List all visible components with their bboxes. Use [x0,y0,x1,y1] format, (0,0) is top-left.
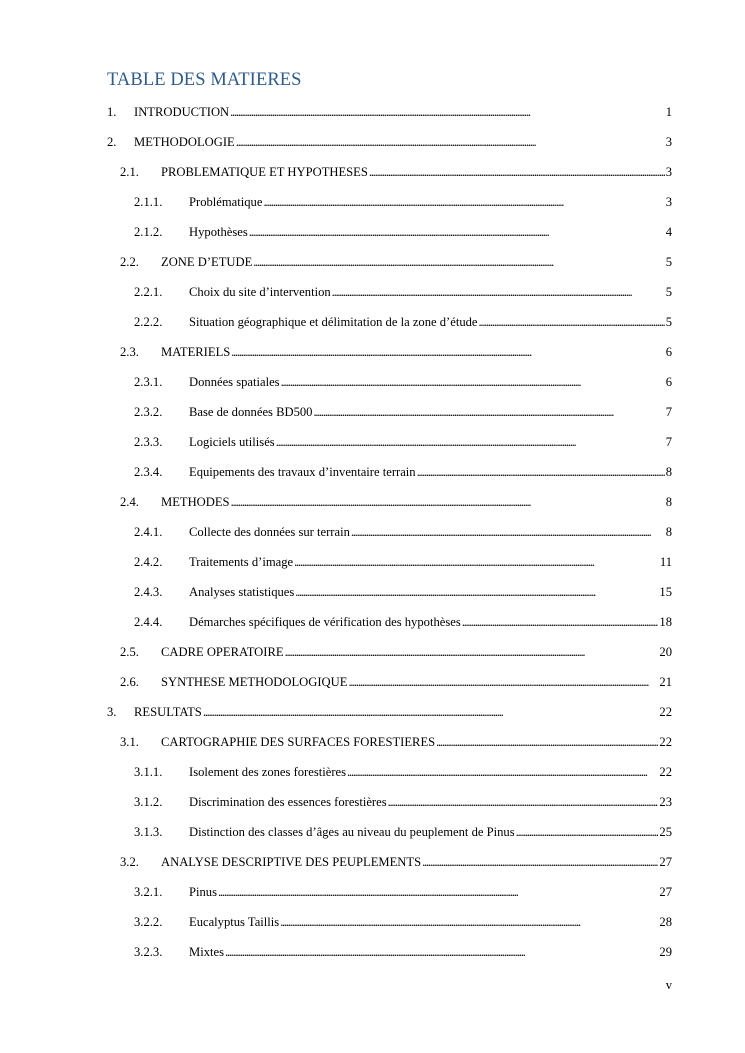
toc-entry[interactable] [0,549,745,579]
toc-entry-row [134,524,672,540]
toc-entry-label: Equipements des travaux d’inventaire terrain [189,465,416,479]
toc-entry-number: 3.1.1. [134,765,163,779]
toc-entry-label: ANALYSE DESCRIPTIVE DES PEUPLEMENTS [161,855,422,869]
toc-entry[interactable] [0,699,745,729]
toc-entry-label: Eucalyptus Taillis [189,915,280,929]
toc-entry-page: 27 [659,885,672,899]
toc-entry-number: 3.2. [120,855,139,869]
toc-entry-label: Traitements d’image [189,555,294,569]
toc-entry[interactable] [0,639,745,669]
toc-dot-leader [249,224,665,240]
toc-entry-label: Distinction des classes d’âges au niveau du peuplement de Pinus [189,825,515,839]
toc-dot-leader [388,794,659,810]
toc-entry-number: 2.4. [120,495,139,509]
toc-entry-page: 23 [659,795,672,809]
toc-entry-label: Problématique [189,195,263,209]
toc-dot-leader [369,164,665,180]
toc-entry-page: 1 [665,105,672,119]
toc-entry-row [134,614,672,630]
toc-entry-number: 2.4.2. [134,555,163,569]
toc-entry[interactable] [0,159,745,189]
toc-entry[interactable] [0,849,745,879]
toc-entry-number: 2.3.3. [134,435,163,449]
toc-dot-leader [348,674,658,690]
toc-entry-page: 27 [659,855,672,869]
toc-entry-page: 20 [659,645,672,659]
toc-entry-label: Données spatiales [189,375,280,389]
toc-entry-row [134,224,672,240]
toc-entry-page: 8 [665,525,672,539]
toc-entry-row [120,674,672,690]
toc-entry-number: 2.1.1. [134,195,163,209]
toc-entry-row [134,194,672,210]
toc-entry[interactable] [0,879,745,909]
toc-entry-row [134,434,672,450]
toc-entry-page: 7 [665,435,672,449]
toc-dot-leader [230,104,665,120]
toc-entry[interactable] [0,309,745,339]
toc-entry-number: 3.2.1. [134,885,163,899]
toc-entry[interactable] [0,489,745,519]
toc-entry-number: 2.1.2. [134,225,163,239]
toc-entry-label: SYNTHESE METHODOLOGIQUE [161,675,348,689]
toc-entry[interactable] [0,579,745,609]
toc-entry[interactable] [0,819,745,849]
toc-entry-number: 3.2.2. [134,915,163,929]
toc-list [0,99,745,969]
toc-entry-row [134,884,672,900]
toc-entry-row [134,794,672,810]
toc-entry-row [120,644,672,660]
toc-dot-leader [422,854,658,870]
toc-dot-leader [225,944,658,960]
toc-entry-row [120,854,672,870]
toc-entry-page: 3 [665,135,672,149]
toc-entry-page: 5 [665,315,672,329]
toc-entry-number: 2.4.3. [134,585,163,599]
toc-dot-leader [295,584,658,600]
toc-dot-leader [218,884,658,900]
toc-dot-leader [263,194,664,210]
toc-entry-row [107,104,672,120]
toc-entry-label: Situation géographique et délimitation de la zone d’étude [189,315,478,329]
toc-entry-label: Analyses statistiques [189,585,295,599]
toc-dot-leader [285,644,659,660]
toc-entry-label: Hypothèses [189,225,248,239]
toc-entry[interactable] [0,189,745,219]
toc-entry-label: ZONE D’ETUDE [161,255,253,269]
toc-dot-leader [332,284,665,300]
toc-entry[interactable] [0,759,745,789]
toc-entry[interactable] [0,519,745,549]
toc-entry-label: Base de données BD500 [189,405,313,419]
toc-entry-row [134,464,672,480]
toc-entry-number: 2.6. [120,675,139,689]
toc-entry-number: 2.4.1. [134,525,163,539]
toc-entry-row [120,254,672,270]
toc-entry[interactable] [0,339,745,369]
toc-entry-page: 5 [665,285,672,299]
toc-entry-row [120,494,672,510]
toc-entry-page: 8 [665,465,672,479]
toc-entry-label: Choix du site d’intervention [189,285,331,299]
toc-entry[interactable] [0,939,745,969]
toc-entry-label: Collecte des données sur terrain [189,525,350,539]
toc-entry-number: 2.4.4. [134,615,163,629]
toc-entry-number: 2.3.4. [134,465,163,479]
toc-entry-label: Démarches spécifiques de vérification des hypothèses [189,615,461,629]
toc-entry-number: 2.3. [120,345,139,359]
toc-entry-label: CADRE OPERATOIRE [161,645,284,659]
toc-title: TABLE DES MATIERES [107,70,302,90]
toc-entry-label: CARTOGRAPHIE DES SURFACES FORESTIERES [161,735,436,749]
toc-entry-page: 21 [659,675,672,689]
toc-entry-number: 3.1. [120,735,139,749]
toc-entry-number: 2.2. [120,255,139,269]
toc-entry-page: 15 [659,585,672,599]
toc-entry-label: METHODOLOGIE [134,135,235,149]
toc-entry-number: 2.2.2. [134,315,163,329]
toc-entry-label: Discrimination des essences forestières [189,795,387,809]
toc-dot-leader [281,374,665,390]
toc-entry[interactable] [0,219,745,249]
toc-entry-page: 18 [659,615,672,629]
toc-entry-row [134,914,672,930]
toc-dot-leader [436,734,658,750]
toc-entry-row [134,404,672,420]
toc-entry[interactable] [0,249,745,279]
toc-dot-leader [417,464,665,480]
toc-entry-label: RESULTATS [134,705,202,719]
toc-entry-label: PROBLEMATIQUE ET HYPOTHESES [161,165,368,179]
toc-entry-number: 2. [107,135,117,149]
toc-entry-row [134,284,672,300]
toc-entry[interactable] [0,99,745,129]
toc-entry-row [120,734,672,750]
toc-entry[interactable] [0,789,745,819]
toc-entry-row [120,344,672,360]
toc-entry-row [134,824,672,840]
toc-entry-number: 3.2.3. [134,945,163,959]
toc-dot-leader [294,554,659,570]
toc-dot-leader [253,254,664,270]
toc-dot-leader [231,494,665,510]
toc-entry-page: 8 [665,495,672,509]
toc-entry-label: MATERIELS [161,345,231,359]
toc-entry[interactable] [0,669,745,699]
toc-entry-page: 22 [659,765,672,779]
toc-entry[interactable] [0,129,745,159]
toc-entry-row [134,944,672,960]
toc-entry-number: 2.3.2. [134,405,163,419]
toc-entry-page: 3 [665,195,672,209]
toc-dot-leader [351,524,665,540]
toc-entry-page: 6 [665,345,672,359]
toc-entry-page: 29 [659,945,672,959]
toc-entry-label: Pinus [189,885,217,899]
toc-entry[interactable] [0,459,745,489]
toc-entry-row [134,554,672,570]
toc-entry-row [120,164,672,180]
toc-entry-number: 3.1.3. [134,825,163,839]
toc-entry[interactable] [0,909,745,939]
toc-entry-number: 2.2.1. [134,285,163,299]
toc-entry-label: Logiciels utilisés [189,435,275,449]
toc-entry-row [107,134,672,150]
toc-entry-number: 2.1. [120,165,139,179]
toc-entry[interactable] [0,429,745,459]
toc-entry[interactable] [0,729,745,759]
toc-entry-label: Isolement des zones forestières [189,765,347,779]
toc-entry-row [134,584,672,600]
toc-entry-number: 1. [107,105,117,119]
toc-entry-page: 11 [659,555,672,569]
toc-dot-leader [203,704,659,720]
toc-dot-leader [313,404,664,420]
toc-entry-label: Mixtes [189,945,224,959]
toc-entry-page: 6 [665,375,672,389]
toc-entry[interactable] [0,369,745,399]
toc-entry-page: 25 [659,825,672,839]
toc-entry-number: 2.3.1. [134,375,163,389]
toc-entry-row [134,314,672,330]
toc-dot-leader [231,344,664,360]
toc-entry-page: 22 [659,705,672,719]
toc-dot-leader [276,434,665,450]
toc-entry-page: 28 [659,915,672,929]
toc-dot-leader [347,764,658,780]
toc-entry-page: 5 [665,255,672,269]
toc-entry-page: 22 [659,735,672,749]
toc-entry-number: 3. [107,705,117,719]
toc-dot-leader [479,314,665,330]
toc-entry-page: 7 [665,405,672,419]
toc-entry-row [134,764,672,780]
toc-entry-label: METHODES [161,495,230,509]
toc-entry-number: 3.1.2. [134,795,163,809]
toc-entry[interactable] [0,399,745,429]
toc-dot-leader [516,824,659,840]
toc-dot-leader [280,914,658,930]
toc-entry-label: INTRODUCTION [134,105,230,119]
toc-dot-leader [462,614,659,630]
toc-entry-row [134,374,672,390]
toc-entry-page: 3 [665,165,672,179]
footer-page-number: v [665,978,672,992]
toc-entry-page: 4 [665,225,672,239]
toc-entry[interactable] [0,279,745,309]
toc-entry[interactable] [0,609,745,639]
toc-entry-row [107,704,672,720]
toc-entry-number: 2.5. [120,645,139,659]
toc-dot-leader [236,134,665,150]
